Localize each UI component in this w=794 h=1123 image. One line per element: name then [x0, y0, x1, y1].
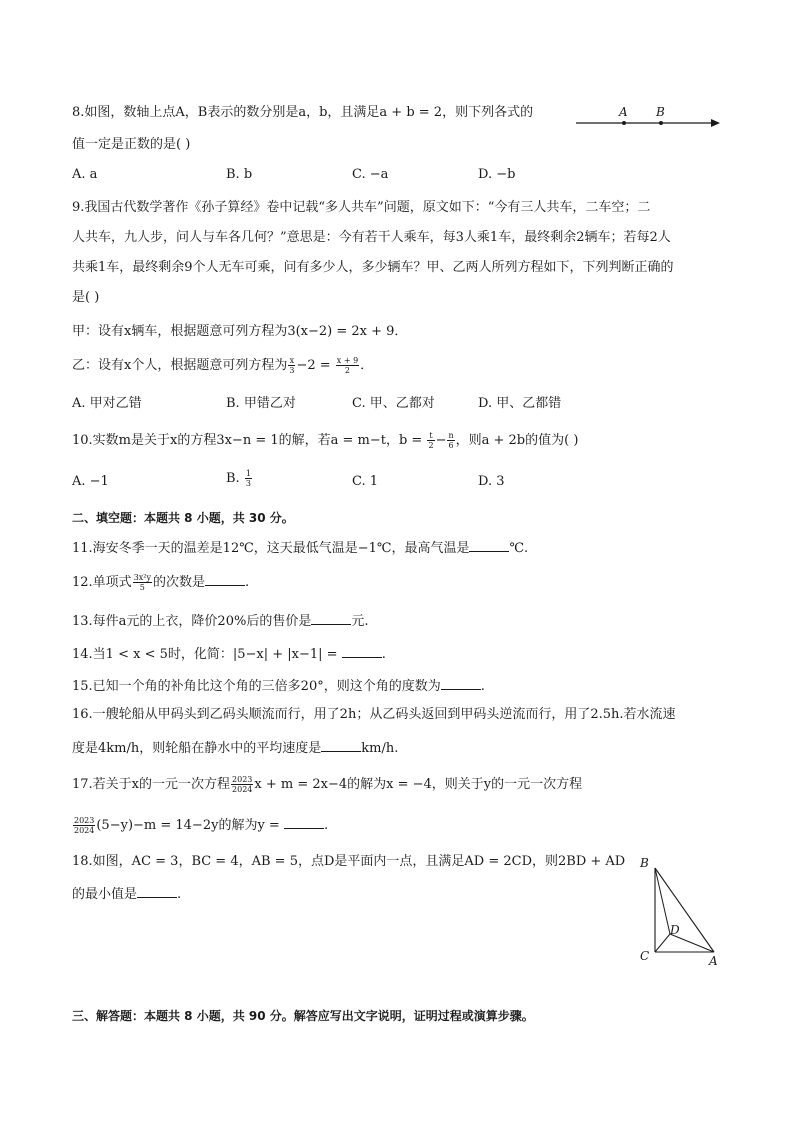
q9-option-c: C. 甲、乙都对 — [352, 396, 435, 411]
q17-answer-blank — [284, 816, 324, 829]
q15: 15.已知一个角的补角比这个角的三倍多20°，则这个角的度数为 . — [72, 679, 485, 694]
triangle-figure — [636, 852, 756, 972]
q15-answer-blank — [441, 677, 481, 690]
q18-line2: 的最小值是 . — [72, 887, 182, 902]
q14: 14.当1 < x < 5时，化简：|5−x| + |x−1| = . — [72, 647, 386, 662]
q9-yi-fraction-2: $\frac{x + 9}{2}$ — [336, 356, 359, 375]
q9-option-a: A. 甲对乙错 — [72, 396, 142, 411]
q9-yi-fraction-1: $\frac{x}{3}$ — [289, 356, 295, 375]
q10-stem: 10.实数m是关于x的方程3x−n = 1的解，若a = m−t，b = $\frac{t}{2}$ − $\frac{n}{6}$ ，则a + 2b的值为( ) — [72, 431, 579, 450]
q11-answer-blank — [469, 539, 509, 552]
q17-line1: 17.若关于x的一元一次方程 $\frac{2023}{2024}$ x + m = 2x−4的解为x = −4，则关于y的一元一次方程 — [72, 775, 583, 794]
label-d: D — [670, 923, 680, 937]
q12-answer-blank — [205, 573, 245, 586]
q18-answer-blank — [137, 885, 177, 898]
q17-fraction-2: $\frac{2023}{2024}$ — [74, 816, 95, 835]
q12-fraction: $\frac{\text{3x²y}}{5}$ — [133, 573, 152, 592]
q18-line1: 18.如图，AC = 3，BC = 4，AB = 5，点D是平面内一点，且满足AD = 2CD，则2BD + AD — [72, 854, 626, 869]
q10-option-d: D. 3 — [478, 474, 505, 489]
q9-yi: 乙：设有x个人，根据题意可列方程为 $\frac{x}{3}$ −2 = $\frac{x + 9}{2}$ ． — [72, 356, 374, 375]
q9-line3: 共乘1车，最终剩余9个人无车可乘，问有多少人，多少辆车？甲、乙两人所列方程如下，下列判断正确的 — [72, 260, 674, 275]
q10-option-a: A. −1 — [72, 474, 109, 489]
q9-line2: 人共车，九人步，问人与车各几何？”意思是：今有若干人乘车，每3人乘1车，最终剩余2辆车；若每2人 — [72, 230, 671, 245]
label-b: B — [640, 856, 649, 870]
q9-line4: 是( ) — [72, 290, 100, 305]
q16-answer-blank — [321, 739, 361, 752]
q13-answer-blank — [311, 612, 351, 625]
q8-option-b: B. b — [226, 167, 253, 182]
q13: 13.每件a元的上衣，降价20%后的售价是 元. — [72, 614, 369, 629]
q8-option-a: A. a — [72, 167, 98, 182]
q8-line1: 8.如图，数轴上点A，B表示的数分别是a，b，且满足a + b = 2，则下列各式的 — [72, 105, 534, 120]
q9-option-d: D. 甲、乙都错 — [478, 396, 562, 411]
segment-cd — [655, 934, 670, 952]
section-answer-heading: 三、解答题：本题共 8 小题，共 90 分。解答应写出文字说明，证明过程或演算步骤。 — [72, 1009, 534, 1023]
q9-jia: 甲：设有x辆车，根据题意可列方程为3(x−2) = 2x + 9． — [72, 324, 408, 339]
q17-fraction-1: $\frac{2023}{2024}$ — [232, 775, 253, 794]
number-line-arrow — [711, 119, 720, 127]
q17-line2: $\frac{2023}{2024}$ (5−y)−m = 14−2y的解为y = . — [74, 816, 329, 835]
number-line-figure — [570, 104, 726, 132]
q10-fraction-n: $\frac{n}{6}$ — [448, 431, 454, 450]
q16-line2: 度是4km/h，则轮船在静水中的平均速度是 km/h. — [72, 741, 399, 756]
q9-option-b: B. 甲错乙对 — [226, 396, 296, 411]
q10-option-b: B. $\frac{1}{3}$ — [226, 469, 251, 488]
q8-line2: 值一定是正数的是( ) — [72, 137, 191, 152]
label-a: A — [709, 954, 718, 968]
q8-option-c: C. −a — [352, 167, 389, 182]
label-b: B — [656, 105, 665, 119]
q12: 12.单项式 $\frac{\text{3x²y}}{5}$ 的次数是 . — [72, 573, 250, 592]
q14-answer-blank — [342, 645, 382, 658]
q10-fraction-t: $\frac{t}{2}$ — [428, 431, 434, 450]
point-b — [659, 121, 663, 125]
point-a — [622, 121, 626, 125]
q9-line1: 9.我国古代数学著作《孙子算经》卷中记载“多人共车”问题，原文如下：“今有三人共车，二车空；二 — [72, 200, 651, 215]
q11: 11.海安冬季一天的温差是12℃，这天最低气温是−1℃，最高气温是 ℃. — [72, 541, 529, 556]
label-c: C — [640, 949, 650, 963]
q10-option-c: C. 1 — [352, 474, 379, 489]
label-a: A — [619, 105, 628, 119]
q8-option-d: D. −b — [478, 167, 516, 182]
q16-line1: 16.一艘轮船从甲码头到乙码头顺流而行，用了2h；从乙码头返回到甲码头逆流而行，用了2.5h.若水流速 — [72, 707, 676, 722]
section-fill-in-heading: 二、填空题：本题共 8 小题，共 30 分。 — [72, 511, 294, 525]
